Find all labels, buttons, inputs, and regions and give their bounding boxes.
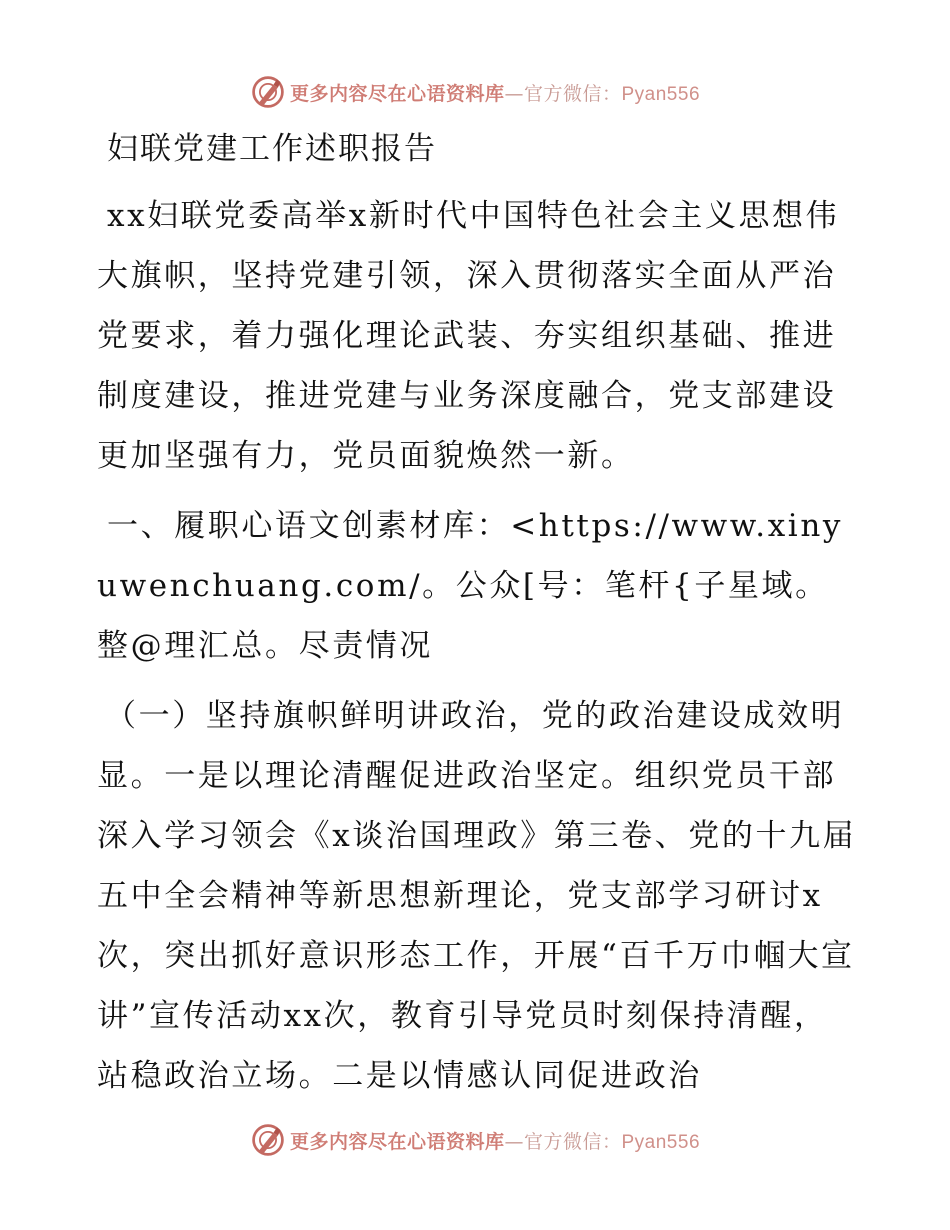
watermark-label: 官方微信： [523, 1130, 622, 1153]
pen-logo-icon [250, 1122, 286, 1158]
watermark-bottom [0, 1120, 950, 1160]
watermark-label: 官方微信： [523, 82, 622, 105]
watermark-brand: 更多内容尽在心语资料库 [289, 82, 505, 105]
document-body [97, 120, 857, 1116]
watermark-brand: 更多内容尽在心语资料库 [289, 1130, 505, 1153]
paragraph-intro: xx妇联党委高举x新时代中国特色社会主义思想伟大旗帜，坚持党建引领，深入贯彻落实全面从严治党要求，着力强化理论武装、夯实组织基础、推进制度建设，推进党建与业务深度融合，党支部建设更加坚强有力，党员面貌焕然一新。 [97, 198, 840, 474]
pen-logo-icon [250, 74, 286, 110]
watermark-account: Pyan556 [621, 83, 701, 105]
watermark-separator: — [504, 82, 524, 105]
watermark-top [0, 72, 950, 112]
paragraph-section-heading: 一、履职心语文创素材库：<https://www.xinyuwenchuang.com/。公众[号：笔杆{子星域。整@理汇总。尽责情况 [97, 508, 843, 664]
watermark-text [290, 1127, 700, 1154]
document-title: 妇联党建工作述职报告 [107, 131, 437, 167]
paragraph-political-building: （一）坚持旗帜鲜明讲政治，党的政治建设成效明显。一是以理论清醒促进政治坚定。组织党员干部深入学习领会《x谈治国理政》第三卷、党的十九届五中全会精神等新思想新理论，党支部学习研讨x次，突出抓好意识形态工作，开展“百千万巾帼大宣讲”宣传活动xx次，教育引导党员时刻保持清醒，站稳政治立场。二是以情感认同促进政治 [97, 698, 857, 1094]
watermark-account: Pyan556 [621, 1131, 701, 1153]
watermark-text [290, 79, 700, 106]
watermark-separator: — [504, 1130, 524, 1153]
